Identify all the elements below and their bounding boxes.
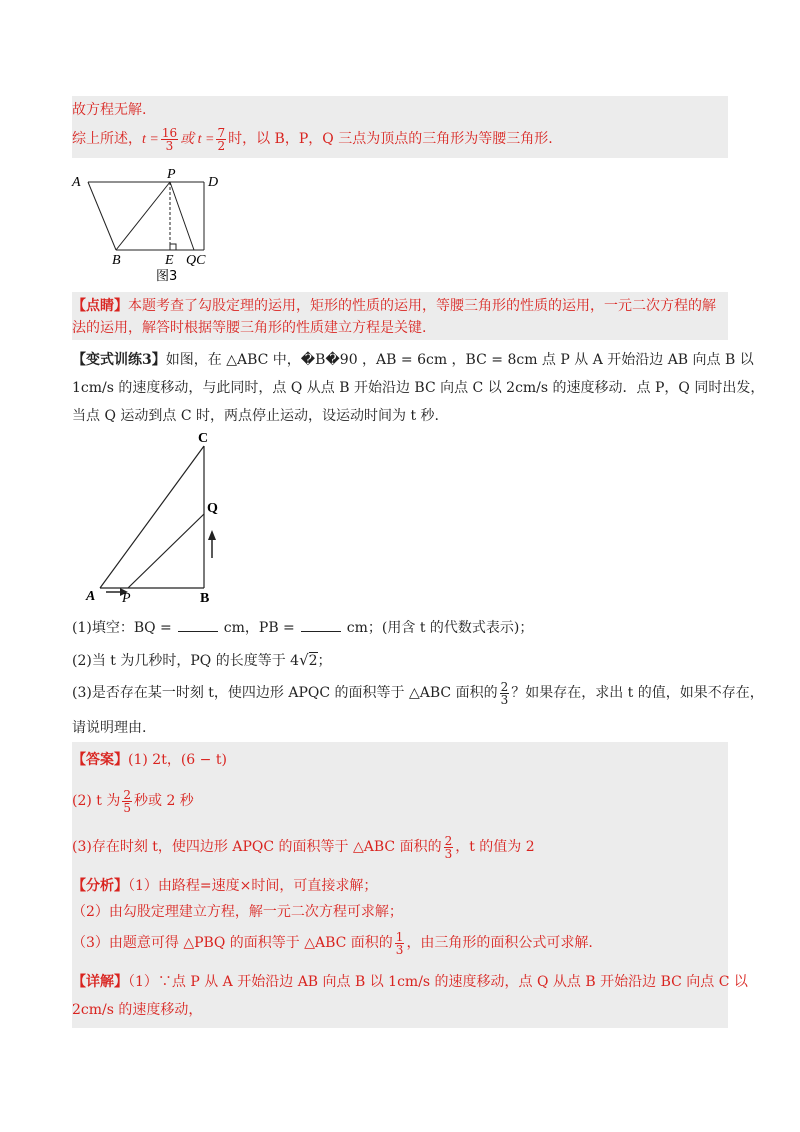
comment-block [72,292,728,340]
fraction-16-3: $\frac{16}{3}$ [161,125,178,153]
question-1: (1)填空：BQ = cm，PB = cm；(用含 t 的代数式表示)； [72,620,534,636]
question-3: (3)是否存在某一时刻 t，使四边形 APQC 的面积等于 △ABC 面积的 $\frac{2}{3}$ ？如果存在，求出 t 的值，如果不存在， [72,679,764,707]
no-solution-line: 故方程无解. [72,102,147,118]
question-3-line-2: 请说明理由. [72,720,147,736]
problem-line-3: 当点 Q 运动到点 C 时，两点停止运动，设运动时间为 t 秒. [72,408,439,424]
answer-line-1: 【答案】(1) 2t，(6 − t) [72,752,227,768]
answer-block [72,742,748,1028]
fig3-caption: 图3 [156,269,178,284]
fraction-2-3-answer: $\frac{2}{3}$ [444,833,453,861]
fig-label-a: A [86,589,96,604]
fig-label-p: P [122,591,131,606]
figure-3-diagram [70,166,230,288]
figure-abc-diagram [82,428,232,610]
answer-line-2: (2) t 为 $\frac{2}{5}$ 秒或 2 秒 [72,787,194,815]
fraction-7-2: $\frac{7}{2}$ [217,125,226,153]
analysis-line-1: 【分析】（1）由路程=速度×时间，可直接求解； [72,878,378,894]
figure-abc [82,428,232,610]
answer-blank-pb [301,631,341,632]
analysis-line-2: （2）由勾股定理建立方程，解一元二次方程可求解； [72,904,403,920]
fig3-label-a: A [72,175,81,190]
fraction-1-3: $\frac{1}{3}$ [395,929,404,957]
fig3-label-e: E [165,253,174,268]
answer-blank-bq [178,631,218,632]
problem-block [72,346,765,426]
fig-label-c: C [198,431,209,446]
fig3-label-qc: QC [186,253,206,268]
fraction-2-3: $\frac{2}{3}$ [500,679,509,707]
fig3-label-b: B [112,253,121,268]
problem-line-2: 1cm/s 的速度移动，与此同时，点 Q 从点 B 开始沿边 BC 向点 C 以 2cm/s 的速度移动．点 P，Q 同时出发， [72,380,765,396]
comment-line-2: 法的运用，解答时根据等腰三角形的性质建立方程是关键. [72,320,427,336]
questions-block [72,612,764,746]
analysis-line-3: （3）由题意可得 △PBQ 的面积等于 △ABC 面积的 $\frac{1}{3}$ ，由三角形的面积公式可求解. [72,929,593,957]
fig-label-q: Q [207,501,218,516]
fig3-label-p: P [167,167,176,182]
fig-label-b: B [200,591,210,606]
fraction-2-5: $\frac{2}{5}$ [123,787,131,815]
detail-line-1: 【详解】（1）∵点 P 从 A 开始沿边 AB 向点 B 以 1cm/s 的速度移动，点 Q 从点 B 开始沿边 BC 向点 C 以 [72,974,748,990]
question-2: (2)当 t 为几秒时，PQ 的长度等于 4√2； [72,651,332,669]
solution-block-top [72,96,728,158]
fig3-label-d: D [208,175,219,190]
answer-line-3: (3)存在时刻 t，使四边形 APQC 的面积等于 △ABC 面积的 $\frac{2}{3}$ ，t 的值为 2 [72,833,535,861]
comment-line-1: 【点睛】本题考查了勾股定理的运用，矩形的性质的运用，等腰三角形的性质的运用，一元二次方程的解 [72,298,716,314]
problem-line-1: 【变式训练3】如图，在 △ABC 中，�B�90 ，AB = 6cm ，BC = 8cm 点 P 从 A 开始沿边 AB 向点 B 以 [72,352,754,368]
detail-line-2: 2cm/s 的速度移动， [72,1002,203,1018]
figure-3 [70,166,230,288]
conclusion-line: 综上所述，t = $\frac{16}{3}$ 或 t = $\frac{7}{2}$ 时，以 B，P，Q 三点为顶点的三角形为等腰三角形. [72,125,553,153]
